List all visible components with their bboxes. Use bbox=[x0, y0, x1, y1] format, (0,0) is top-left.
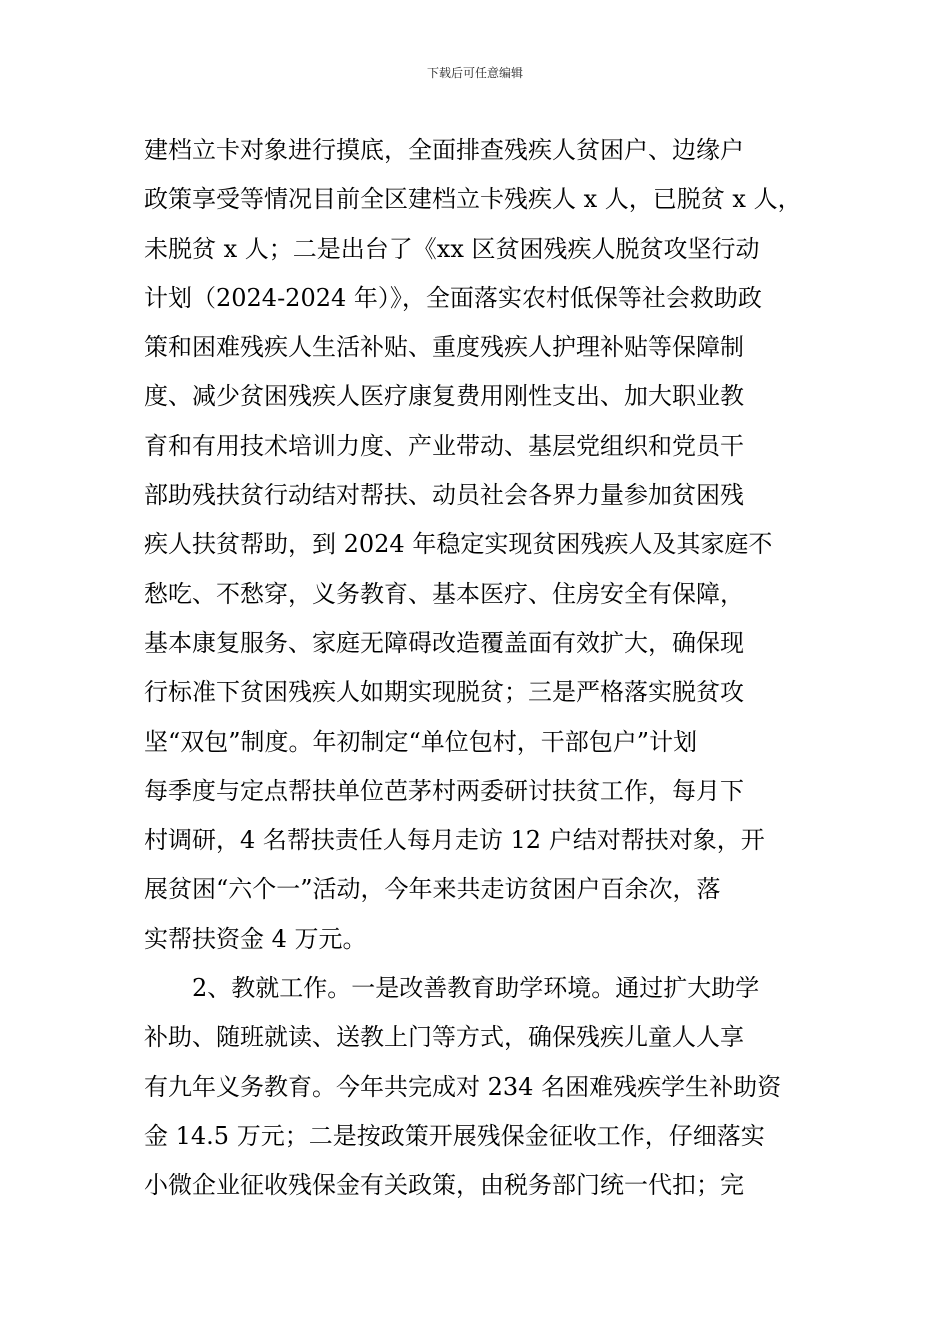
text-line: 疾人扶贫帮助，到 2024 年稳定实现贫困残疾人及其家庭不 bbox=[144, 530, 773, 559]
document-body bbox=[144, 126, 810, 1211]
text-line: 行标准下贫困残疾人如期实现脱贫；三是严格落实脱贫攻 bbox=[144, 678, 744, 707]
text-line: 度、减少贫困残疾人医疗康复费用刚性支出、加大职业教 bbox=[144, 382, 744, 411]
text-line: 2、教就工作。一是改善教育助学环境。通过扩大助学 bbox=[192, 974, 760, 1003]
text-line: 金 14.5 万元；二是按政策开展残保金征收工作，仔细落实 bbox=[144, 1121, 765, 1150]
text-line: 建档立卡对象进行摸底，全面排查残疾人贫困户、边缘户 bbox=[144, 136, 744, 164]
text-line: 基本康复服务、家庭无障碍改造覆盖面有效扩大，确保现 bbox=[144, 628, 744, 657]
text-line: 育和有用技术培训力度、产业带动、基层党组织和党员干 bbox=[144, 431, 744, 460]
text-line: 策和困难残疾人生活补贴、重度残疾人护理补贴等保障制 bbox=[144, 333, 744, 362]
text-line: 实帮扶资金 4 万元。 bbox=[144, 924, 367, 953]
text-line: 小微企业征收残保金有关政策，由税务部门统一代扣；完 bbox=[144, 1171, 744, 1200]
text-line: 补助、随班就读、送教上门等方式，确保残疾儿童人人享 bbox=[144, 1023, 744, 1052]
text-line: 部助残扶贫行动结对帮扶、动员社会各界力量参加贫困残 bbox=[144, 481, 744, 510]
text-line: 展贫困“六个一”活动，今年来共走访贫困户百余次，落 bbox=[144, 875, 721, 904]
text-line: 村调研，4 名帮扶责任人每月走访 12 户结对帮扶对象，开 bbox=[144, 826, 765, 855]
text-line: 每季度与定点帮扶单位芭茅村两委研讨扶贫工作，每月下 bbox=[144, 776, 744, 805]
text-line: 愁吃、不愁穿，义务教育、基本医疗、住房安全有保障， bbox=[144, 579, 744, 608]
text-line: 政策享受等情况目前全区建档立卡残疾人 x 人，已脱贫 x 人， bbox=[144, 185, 802, 214]
text-line: 未脱贫 x 人；二是出台了《xx 区贫困残疾人脱贫攻坚行动 bbox=[144, 234, 760, 263]
text-line: 计划（2024-2024 年）》，全面落实农村低保等社会救助政 bbox=[144, 283, 762, 312]
page-header: 下载后可任意编辑 bbox=[426, 66, 523, 80]
text-line: 坚“双包”制度。年初制定“单位包村，干部包户”计划 bbox=[144, 727, 698, 756]
text-line: 有九年义务教育。今年共完成对 234 名困难残疾学生补助资 bbox=[144, 1072, 782, 1101]
